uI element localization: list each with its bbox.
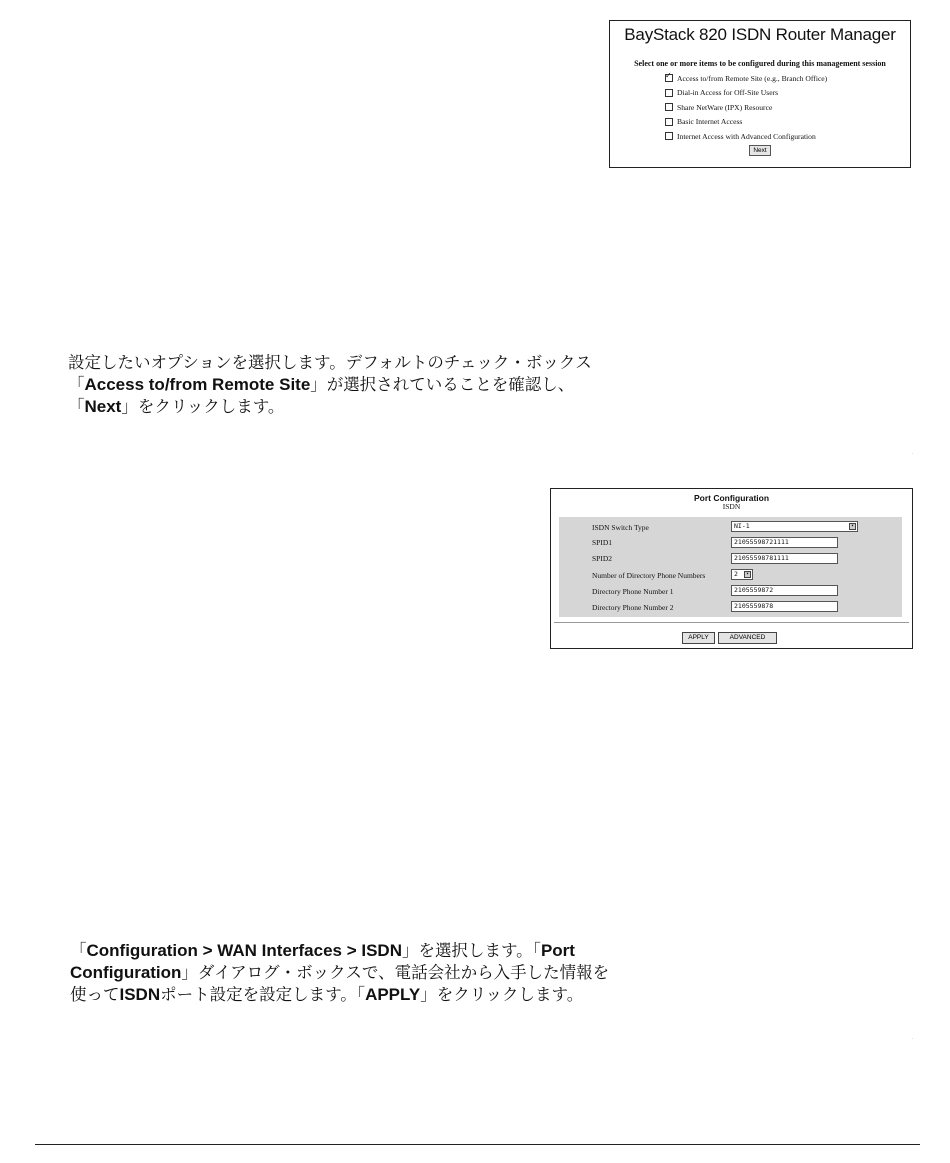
dir2-input[interactable]: 2105559878	[731, 601, 838, 612]
para1-line3: 「Next」をクリックします。	[68, 397, 285, 416]
checkbox-icon[interactable]	[665, 118, 673, 126]
para2-line1: 「Configuration > WAN Interfaces > ISDN」を選択します。「Port	[70, 941, 575, 960]
para2-line3: 使ってISDNポート設定を設定します。「APPLY」をクリックします。	[70, 985, 584, 1004]
port-config-subtitle: ISDN	[722, 502, 741, 511]
dir2-row	[592, 599, 673, 615]
dropdown-arrow-icon[interactable]: ▾	[745, 571, 749, 577]
para1-bold-next: Next	[84, 397, 122, 416]
switch-type-select[interactable]: NI-1 ▾	[731, 521, 858, 532]
para2-line2: Configuration」ダイアログ・ボックスで、電話会社から入手した情報を	[70, 963, 610, 982]
selection-prompt: Select one or more items to be configured during this management session	[634, 59, 886, 68]
option-advanced-internet[interactable]	[665, 129, 910, 144]
advanced-button[interactable]: ADVANCED	[718, 632, 777, 644]
port-config-divider	[554, 622, 909, 623]
dropdown-arrow-icon[interactable]: ▾	[850, 523, 854, 529]
instruction-paragraph-2	[70, 940, 609, 1006]
router-manager-screenshot	[609, 20, 911, 168]
option-label: Access to/from Remote Site (e.g., Branch Office)	[677, 73, 828, 83]
option-basic-internet[interactable]	[665, 115, 910, 130]
spid1-input[interactable]: 21055598721111	[731, 537, 838, 548]
option-dial-in[interactable]	[665, 86, 910, 101]
para2-bold-menu-path: Configuration > WAN Interfaces > ISDN	[86, 941, 402, 960]
spid1-label: SPID1	[592, 537, 613, 547]
para1-line1: 設定したいオプションを選択します。デフォルトのチェック・ボックス	[68, 353, 592, 372]
num-dir-select[interactable]: 2 ▾	[731, 569, 753, 580]
instruction-paragraph-1	[68, 352, 592, 418]
spid2-input[interactable]: 21055598781111	[731, 553, 838, 564]
checkbox-checked-icon[interactable]	[665, 74, 673, 82]
spid1-row	[592, 534, 612, 550]
next-button[interactable]: Next	[749, 145, 771, 156]
num-dir-row	[592, 567, 705, 583]
para1-bold-option: Access to/from Remote Site	[84, 375, 311, 394]
router-manager-title: BayStack 820 ISDN Router Manager	[624, 25, 896, 44]
switch-type-row	[592, 519, 649, 535]
footer-rule	[35, 1144, 920, 1145]
checkbox-icon[interactable]	[665, 103, 673, 111]
option-netware[interactable]	[665, 100, 910, 115]
apply-button[interactable]: APPLY	[682, 632, 715, 644]
option-label: Basic Internet Access	[677, 117, 743, 127]
port-config-title: Port Configuration	[693, 493, 770, 503]
dir1-label: Directory Phone Number 1	[592, 586, 674, 596]
para1-line2: 「Access to/from Remote Site」が選択されていることを確認し、	[68, 375, 575, 394]
option-list	[665, 71, 910, 144]
spid2-label: SPID2	[592, 553, 613, 563]
option-label: Dial-in Access for Off-Site Users	[677, 88, 779, 98]
dir2-label: Directory Phone Number 2	[592, 602, 674, 612]
spid2-row	[592, 550, 612, 566]
page-dot: .	[912, 450, 914, 455]
option-label: Internet Access with Advanced Configuration	[677, 131, 816, 141]
checkbox-icon[interactable]	[665, 132, 673, 140]
port-configuration-screenshot	[550, 488, 913, 649]
option-label: Share NetWare (IPX) Resource	[677, 102, 773, 112]
dir1-input[interactable]: 2105559872	[731, 585, 838, 596]
option-remote-site[interactable]	[665, 71, 910, 86]
switch-type-label: ISDN Switch Type	[592, 522, 649, 532]
dir1-row	[592, 583, 673, 599]
checkbox-icon[interactable]	[665, 89, 673, 97]
num-dir-label: Number of Directory Phone Numbers	[592, 570, 706, 580]
page-dot: .	[912, 1035, 914, 1040]
